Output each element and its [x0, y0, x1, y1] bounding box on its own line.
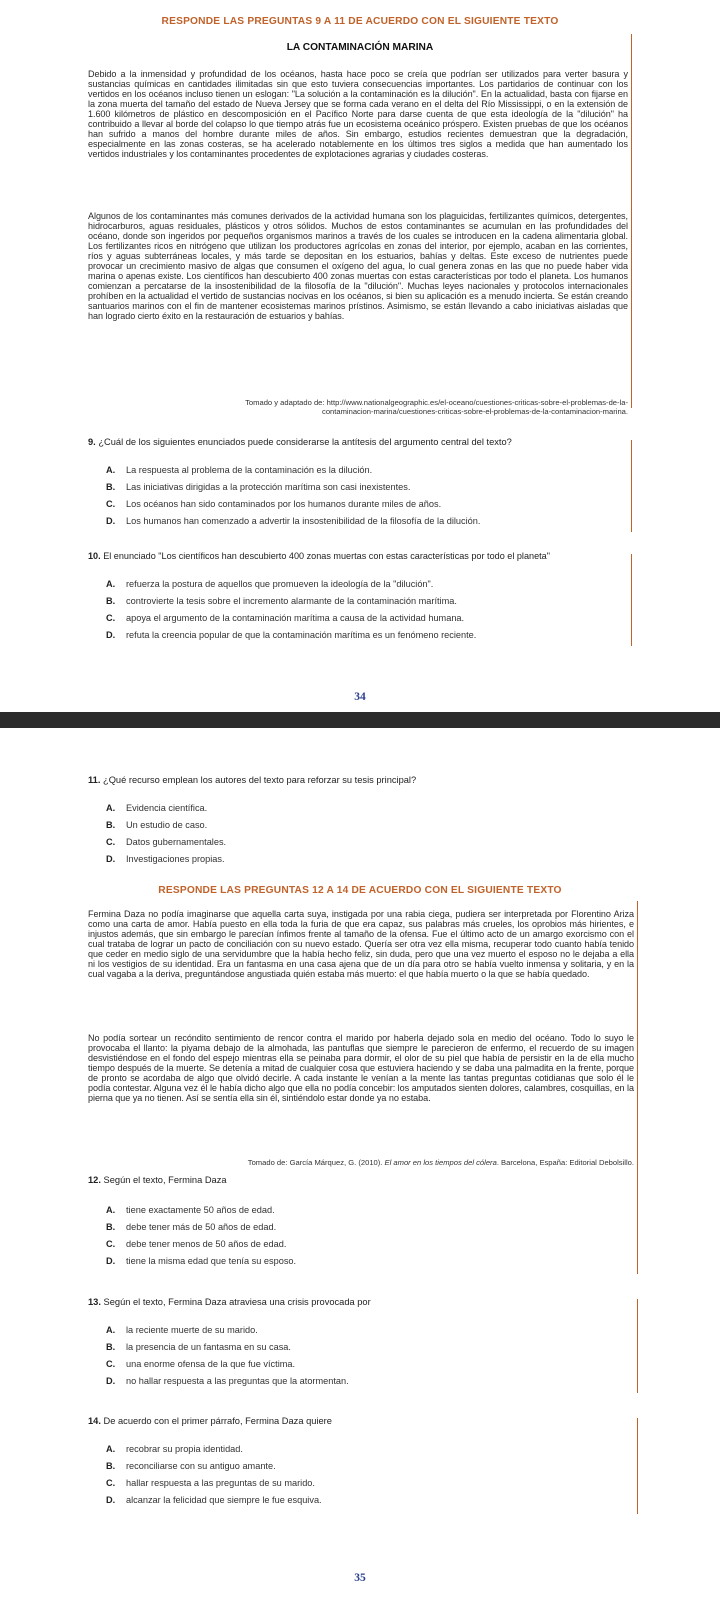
page-35 [0, 728, 720, 1600]
q12-option-c[interactable]: C. debe tener menos de 50 años de edad. [106, 1239, 287, 1249]
q12-option-a[interactable]: A. tiene exactamente 50 años de edad. [106, 1205, 275, 1215]
page-number: 35 [354, 1572, 366, 1584]
text-title: LA CONTAMINACIÓN MARINA [286, 42, 434, 53]
question-11 [88, 775, 416, 785]
source-line-1: Tomado y adaptado de: http://www.nationalgeographic.es/el-oceano/cuestiones-criticas-sobre-el-problemas-de-la- [245, 398, 628, 407]
question-number: 10. [88, 551, 101, 561]
question-text: Según el texto, Fermina Daza [103, 1175, 227, 1185]
q9-option-c[interactable]: C. Los océanos han sido contaminados por los humanos durante miles de años. [106, 499, 442, 509]
paragraph-2: No podía sortear un recóndito sentimiento de rencor contra el marido por haberla dejado sola en medio del océano. Todo lo suyo le provocaba el llanto: la piyama debajo de la almohada, las pantuflas que siempre le parecieron de enfermo, el recuerdo de su imagen desvistiéndose en el fondo del espejo mientras ella se peinaba para dormir, el olor de su piel que había de persistir en la de ella mucho tiempo después de la muerte. Se detenía a mitad de cualquier cosa que estuviera haciendo y se daba una palmadita en la frente, porque de pronto se acordaba de algo que olvidó decirle. A cada instante le venían a la mente las tantas preguntas cotidianas que solo él le podía contestar. Alguna vez él le había dicho algo que ella no podía concebir: los amputados sienten dolores, calambres, cosquillas, en la pierna que ya no tienen. Así se sentía ella sin él, sintiéndolo estar donde ya no estaba. [88, 1033, 634, 1103]
question-number: 12. [88, 1175, 101, 1185]
question-text: ¿Cuál de los siguientes enunciados puede considerarse la antítesis del argumento central del texto? [98, 437, 512, 447]
q13-option-c[interactable]: C. una enorme ofensa de la que fue víctima. [106, 1359, 296, 1369]
question-12 [88, 1175, 227, 1185]
q10-option-c[interactable]: C. apoya el argumento de la contaminación marítima a causa de la actividad humana. [106, 613, 465, 623]
book-title: El amor en los tiempos del cólera [384, 1158, 497, 1167]
page-34 [0, 0, 720, 712]
q10-option-a[interactable]: A. refuerza la postura de aquellos que promueven la ideología de la "dilución". [106, 579, 434, 589]
question-text: El enunciado "Los científicos han descubierto 400 zonas muertas con estas características por todo el planeta" [103, 551, 550, 561]
q11-option-c[interactable]: C. Datos gubernamentales. [106, 837, 227, 847]
paragraph-1: Fermina Daza no podía imaginarse que aquella carta suya, instigada por una rabia ciega, pudiera ser interpretada por Florentino Ariza como una carta de amor. Había puesto en ella toda la furia de que era capaz, sus palabras más crueles, los oprobios más hirientes, e injustos además, que sin embargo le parecían ínfimos frente al tamaño de la ofensa. Fue el último acto de un amargo exorcismo con el cual trataba de lograr un pacto de conciliación con su nuevo estado. Quería ser otra vez ella misma, recuperar todo cuanto había tenido que ceder en medio siglo de una servidumbre que la había hecho feliz, sin duda, pero que una vez muerto el esposo no le dejaba a ella ni los vestigios de su identidad. Era un fantasma en una casa ajena que de un día para otro se había vuelto inmensa y solitaria, y en la cual vagaba a la deriva, preguntándose angustiada quién estaba más muerto: el que había muerto o la que se había quedado. [88, 909, 634, 979]
page-number: 34 [354, 691, 366, 703]
q14-option-a[interactable]: A. recobrar su propia identidad. [106, 1444, 243, 1454]
question-number: 11. [88, 775, 101, 785]
paragraph-2: Algunos de los contaminantes más comunes derivados de la actividad humana son los plaguicidas, fertilizantes químicos, detergentes, hidrocarburos, aguas residuales, plásticos y otros sólidos. Muchos de estos contaminantes se acumulan en las profundidades del océano, donde son ingeridos por pequeños organismos marinos a través de los cuales se introducen en la cadena alimentaria global. Los fertilizantes ricos en nitrógeno que utilizan los productores agrícolas en zonas del interior, por ejemplo, acaban en las corrientes, ríos y aguas subterráneas locales, y más tarde se depositan en los estuarios, bahías y deltas. Este exceso de nutrientes puede provocar un crecimiento masivo de algas que consumen el oxígeno del agua, lo cual genera zonas en las que no puede haber vida marina o apenas existe. Los científicos han descubierto 400 zonas muertas con estas características por todo el planeta. Los humanos comienzan a percatarse de la insostenibilidad de la filosofía de la "dilución". Muchas leyes nacionales y protocolos internacionales prohíben en la actualidad el vertido de sustancias nocivas en los océanos, si bien su aplicación es a menudo incierta. Se están creando santuarios marinos con el fin de mantener ecosistemas marinos prístinos. Asimismo, se están llevando a cabo iniciativas aisladas que han logrado cierto éxito en la restauración de estuarios y bahías. [88, 211, 628, 321]
question-number: 14. [88, 1416, 101, 1426]
q10-frame-border [630, 554, 632, 646]
q9-frame-border [630, 440, 632, 532]
q10-option-d[interactable]: D. refuta la creencia popular de que la contaminación marítima es un fenómeno reciente. [106, 630, 477, 640]
text-frame-border [636, 901, 638, 1183]
question-text: ¿Qué recurso emplean los autores del texto para reforzar su tesis principal? [103, 775, 417, 785]
paragraph-1: Debido a la inmensidad y profundidad de los océanos, hasta hace poco se creía que podrían ser utilizados para verter basura y sustancias químicas en cantidades ilimitadas sin que esto tuviera consecuencias importantes. Los partidarios de continuar con los vertidos en los océanos incluso tienen un eslogan: "La solución a la contaminación es la dilución". En la actualidad, basta con fijarse en la zona muerta del tamaño del estado de Nueva Jersey que se forma cada verano en el delta del Río Mississippi, o en la extensión de 1.600 kilómetros de plástico en descomposición en el Pacífico Norte para darse cuenta de que esta ideología de la "dilución" ha contribuido a llevar al borde del colapso lo que tiempo atrás fue un ecosistema oceánico próspero. Existen pruebas de que los océanos han sufrido a manos del hombre durante miles de años. Sin embargo, estudios recientes demuestran que la degradación, especialmente en las zonas costeras, se ha acelerado notablemente en los últimos tres siglos a medida que han aumentado los vertidos industriales y los contaminantes procedentes de explotaciones agrarias y ciudades costeras. [88, 69, 628, 159]
q13-frame-border [636, 1299, 638, 1393]
q13-option-d[interactable]: D. no hallar respuesta a las preguntas que la atormentan. [106, 1376, 349, 1386]
q12-option-b[interactable]: B. debe tener más de 50 años de edad. [106, 1222, 277, 1232]
question-9 [88, 437, 512, 447]
question-number: 13. [88, 1297, 101, 1307]
q14-option-d[interactable]: D. alcanzar la felicidad que siempre le fue esquiva. [106, 1495, 322, 1505]
q14-option-c[interactable]: C. hallar respuesta a las preguntas de su marido. [106, 1478, 315, 1488]
section-heading: RESPONDE LAS PREGUNTAS 9 A 11 DE ACUERDO CON EL SIGUIENTE TEXTO [161, 16, 559, 27]
question-14 [88, 1416, 332, 1426]
q13-option-b[interactable]: B. la presencia de un fantasma en su casa. [106, 1342, 291, 1352]
q11-option-d[interactable]: D. Investigaciones propias. [106, 854, 225, 864]
q12-frame-border [636, 1178, 638, 1274]
q11-option-b[interactable]: B. Un estudio de caso. [106, 820, 208, 830]
q9-option-b[interactable]: B. Las iniciativas dirigidas a la protección marítima son casi inexistentes. [106, 482, 411, 492]
q9-option-d[interactable]: D. Los humanos han comenzado a advertir la insostenibilidad de la filosofía de la dilución. [106, 516, 481, 526]
text-frame-border [630, 34, 632, 408]
question-10 [88, 551, 550, 561]
q11-option-a[interactable]: A. Evidencia científica. [106, 803, 208, 813]
question-13 [88, 1297, 371, 1307]
q13-option-a[interactable]: A. la reciente muerte de su marido. [106, 1325, 258, 1335]
source-citation: Tomado de: García Márquez, G. (2010). El amor en los tiempos del cólera. Barcelona, España: Editorial Debolsillo. [247, 1158, 634, 1167]
q14-option-b[interactable]: B. reconciliarse con su antiguo amante. [106, 1461, 276, 1471]
q10-option-b[interactable]: B. controvierte la tesis sobre el incremento alarmante de la contaminación marítima. [106, 596, 457, 606]
source-line-2: contaminacion-marina/cuestiones-criticas-sobre-el-problemas-de-la-contaminacion-marina. [322, 407, 628, 416]
question-number: 9. [88, 437, 96, 447]
source-citation [88, 398, 628, 416]
question-text: De acuerdo con el primer párrafo, Fermina Daza quiere [103, 1416, 332, 1426]
q12-option-d[interactable]: D. tiene la misma edad que tenía su esposo. [106, 1256, 297, 1266]
question-text: Según el texto, Fermina Daza atraviesa una crisis provocada por [103, 1297, 371, 1307]
q9-option-a[interactable]: A. La respuesta al problema de la contaminación es la dilución. [106, 465, 373, 475]
q14-frame-border [636, 1418, 638, 1514]
section-heading: RESPONDE LAS PREGUNTAS 12 A 14 DE ACUERDO CON EL SIGUIENTE TEXTO [158, 885, 562, 896]
